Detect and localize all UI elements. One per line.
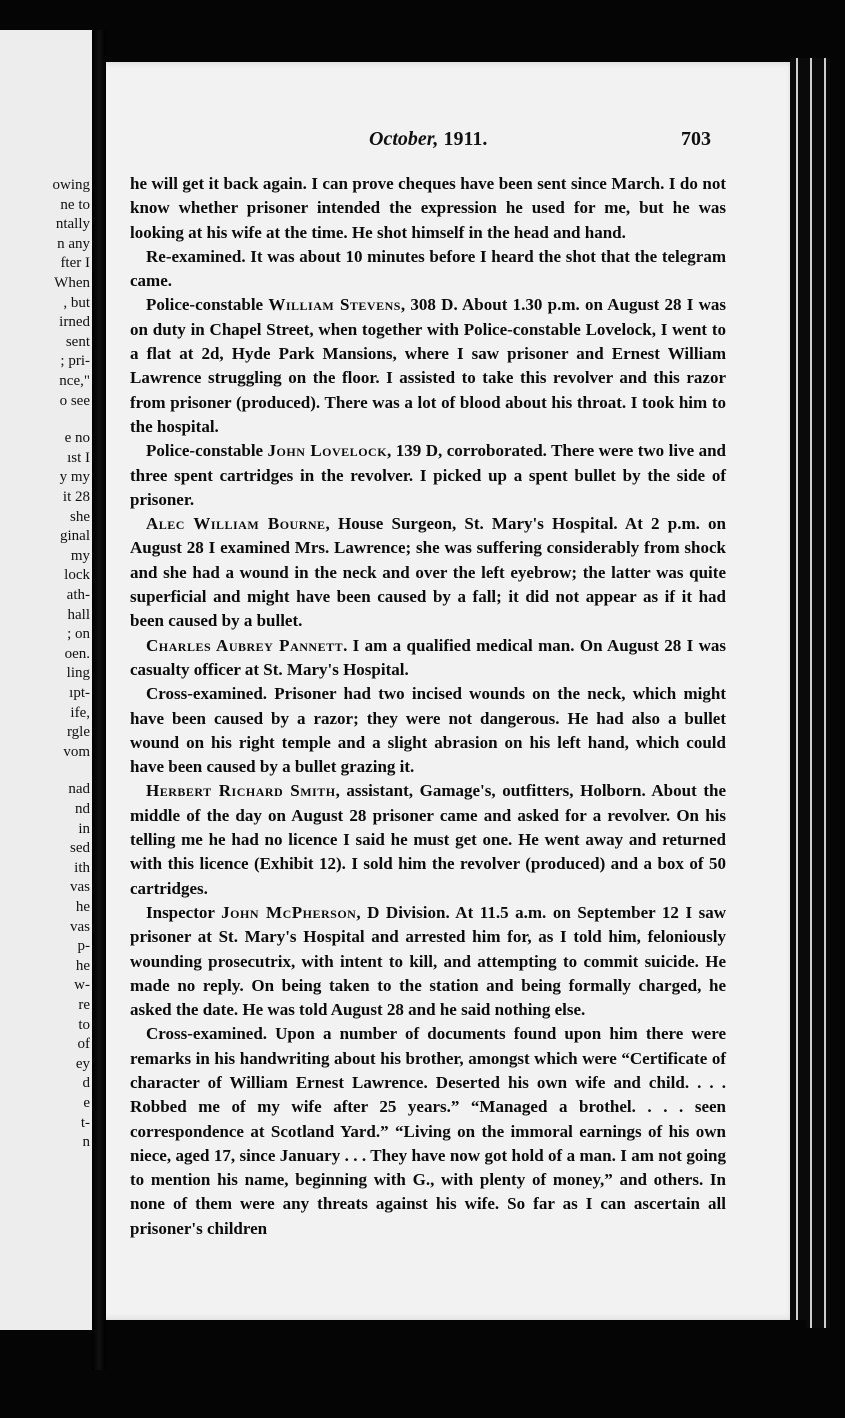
left-page-line-fragment: of bbox=[77, 1036, 90, 1053]
witness-name: John McPherson bbox=[221, 902, 357, 922]
left-page-line-fragment: n any bbox=[57, 235, 90, 252]
left-page-line-fragment: hall bbox=[67, 606, 90, 623]
paragraph bbox=[130, 634, 726, 683]
witness-name: John Lovelock bbox=[267, 441, 388, 461]
paragraph-text: , assistant, Gamage's, outfitters, Holborn. About the middle of the day on August 28 prisoner came and asked for a revolver. On his telling me he had no licence I said he must get one. He went away and returned with this licence (Exhibit 12). I sold him the revolver (produced) and a box of 50 cartridges. bbox=[130, 781, 726, 898]
left-page-line-fragment: ıpt- bbox=[69, 685, 90, 701]
left-page-line-fragment: ath- bbox=[66, 587, 90, 603]
running-header bbox=[106, 128, 798, 158]
left-page-line-fragment: owing bbox=[52, 177, 90, 193]
witness-name: Herbert Richard Smith bbox=[146, 781, 336, 801]
paragraph bbox=[130, 293, 726, 439]
paragraph bbox=[130, 682, 726, 779]
left-page-line-fragment: oen. bbox=[64, 645, 90, 662]
left-page-line-fragment: sed bbox=[70, 840, 90, 857]
left-page-line-fragment: e no bbox=[64, 430, 90, 447]
paragraph-text: , D Division. At 11.5 a.m. on September 12 I saw prisoner at St. Mary's Hospital and arrested him for, as I told him, feloniously wounding prosecutrix, with intent to kill, and attempting to commit suicide. He made no reply. On being taken to the station and being formally charged, he asked the date. He was told August 28 and he said nothing else. bbox=[130, 902, 726, 1020]
page-stack-edge bbox=[790, 58, 830, 1328]
paragraph-text: , 308 D. About 1.30 p.m. on August 28 I was on duty in Chapel Street, when together with Police-constable Lovelock, I went to a flat at 2d, Hyde Park Mansions, where I saw prisoner and Ernest William Lawrence struggling on the floor. I assisted to take this revolver and this razor from prisoner (produced). There was a lot of blood about his throat. I took him to the hospital. bbox=[130, 295, 727, 436]
left-page-line-fragment: it 28 bbox=[62, 489, 90, 505]
bottom-margin bbox=[106, 1320, 806, 1418]
left-page-line-fragment: y my bbox=[59, 469, 90, 486]
left-page-line-fragment: ife, bbox=[70, 704, 90, 721]
paragraph-text: , House Surgeon, St. Mary's Hospital. At 2 p.m. on August 28 I examined Mrs. Lawrence; she was suffering considerably from shock and she had a wound in the neck and over the left eyebrow; the latter was quite superficial and might have been caused by a fall; it did not appear as if it had been caused by a bullet. bbox=[130, 514, 726, 631]
left-page-line-fragment: ntally bbox=[55, 216, 90, 233]
witness-name: William Stevens bbox=[268, 295, 401, 315]
left-page-line-fragment: nad bbox=[68, 781, 90, 798]
left-page-line-fragment: w- bbox=[74, 977, 90, 994]
book-page bbox=[106, 62, 798, 1320]
left-page-line-fragment: in bbox=[78, 820, 90, 837]
book-gutter bbox=[92, 30, 106, 1370]
witness-name: Charles Aubrey Pannett bbox=[146, 635, 344, 655]
left-page-line-fragment: , but bbox=[63, 294, 90, 311]
left-page-line-fragment: ; pri- bbox=[60, 353, 90, 370]
left-page-line-fragment: he bbox=[75, 899, 90, 915]
left-page-line-fragment: ginal bbox=[60, 528, 90, 545]
left-page-line-fragment: nce," bbox=[59, 373, 90, 389]
left-page-line-fragment: o see bbox=[59, 392, 90, 409]
left-page-line-fragment: rgle bbox=[66, 724, 90, 741]
header-date bbox=[369, 128, 487, 151]
left-page-line-fragment: lock bbox=[64, 567, 90, 584]
left-page-line-fragment: ling bbox=[66, 665, 90, 682]
left-page-line-fragment: e bbox=[83, 1095, 90, 1111]
left-page-line-fragment: my bbox=[70, 547, 90, 564]
left-page-line-fragment: t- bbox=[80, 1114, 90, 1131]
paragraph bbox=[130, 779, 726, 900]
left-page-line-fragment: ith bbox=[74, 859, 90, 876]
left-page-line-fragment: he bbox=[75, 957, 90, 974]
header-month: October, bbox=[369, 128, 439, 150]
paragraph-text: Police-constable bbox=[146, 295, 269, 315]
witness-name: Alec William Bourne bbox=[146, 514, 326, 534]
left-page-line-fragment: re bbox=[78, 997, 90, 1013]
paragraph-text: Inspector bbox=[146, 902, 222, 922]
paragraph bbox=[130, 1022, 726, 1241]
paragraph-text: Police-constable bbox=[146, 441, 268, 461]
paragraph bbox=[130, 512, 726, 633]
left-page-line-fragment: she bbox=[70, 508, 90, 525]
left-page-line-fragment: vas bbox=[70, 918, 90, 935]
header-year: 1911. bbox=[443, 128, 488, 150]
left-page-line-fragment: ıst I bbox=[67, 449, 90, 466]
left-page-line-fragment: n bbox=[82, 1134, 90, 1151]
left-page-line-fragment: d bbox=[82, 1075, 90, 1092]
left-page-line-fragment: vas bbox=[70, 879, 90, 896]
paragraph bbox=[130, 901, 726, 1022]
body-text bbox=[130, 172, 726, 1241]
paragraph-text: Cross-examined. Upon a number of documents found upon him there were remarks in his handwriting about his brother, amongst which were “Certificate of character of William Ernest Lawrence. Deserted his own wife and child. . . . Robbed me of my wife after 25 years.” “Managed a brothel. . . . seen correspondence at Scotland Yard.” “Living on the immoral earnings of his own niece, aged 17, since January . . . They have now got hold of a man. I am not going to mention his name, beginning with G., with plenty of money,” and others. In none of them were any threats against his wife. So far as I can ascertain all prisoner's children bbox=[130, 1024, 726, 1238]
left-page-line-fragment: p- bbox=[77, 938, 90, 955]
paragraph-text: he will get it back again. I can prove cheques have been sent since March. I do not know whether prisoner intended the expression he used for me, but he was looking at his wife at the time. He shot himself in the head and hand. bbox=[130, 174, 726, 242]
left-page-line-fragment: ey bbox=[75, 1055, 90, 1072]
paragraph bbox=[130, 439, 726, 512]
paragraph bbox=[130, 245, 726, 294]
left-page-line-fragment: sent bbox=[65, 333, 90, 350]
left-page-line-fragment: fter I bbox=[60, 255, 90, 272]
left-page-line-fragment: ; on bbox=[67, 626, 90, 643]
paragraph bbox=[130, 172, 726, 245]
previous-page-fragment bbox=[0, 30, 92, 1330]
paragraph-text: Re-examined. It was about 10 minutes before I heard the shot that the telegram came. bbox=[130, 246, 726, 291]
page-number: 703 bbox=[681, 128, 711, 150]
left-page-line-fragment: vom bbox=[63, 743, 90, 760]
left-page-line-fragment: nd bbox=[75, 801, 90, 817]
paragraph-text: , 139 D, corroborated. There were two live and three spent cartridges in the revolver. I picked up a spent bullet by the side of prisoner. bbox=[130, 441, 726, 509]
left-page-line-fragment: irned bbox=[59, 314, 90, 331]
paragraph-text: Cross-examined. Prisoner had two incised wounds on the neck, which might have been caused by a razor; they were not dangerous. He had also a bullet wound on his right temple and a slight abrasion on his left hand, which could have been caused by a bullet grazing it. bbox=[130, 684, 726, 777]
left-page-line-fragment: When bbox=[54, 275, 90, 291]
left-page-line-fragment: ne to bbox=[60, 196, 90, 213]
left-page-line-fragment: to bbox=[78, 1016, 90, 1033]
paragraph-text: . I am a qualified medical man. On August 28 I was casualty officer at St. Mary's Hospital. bbox=[130, 635, 726, 679]
